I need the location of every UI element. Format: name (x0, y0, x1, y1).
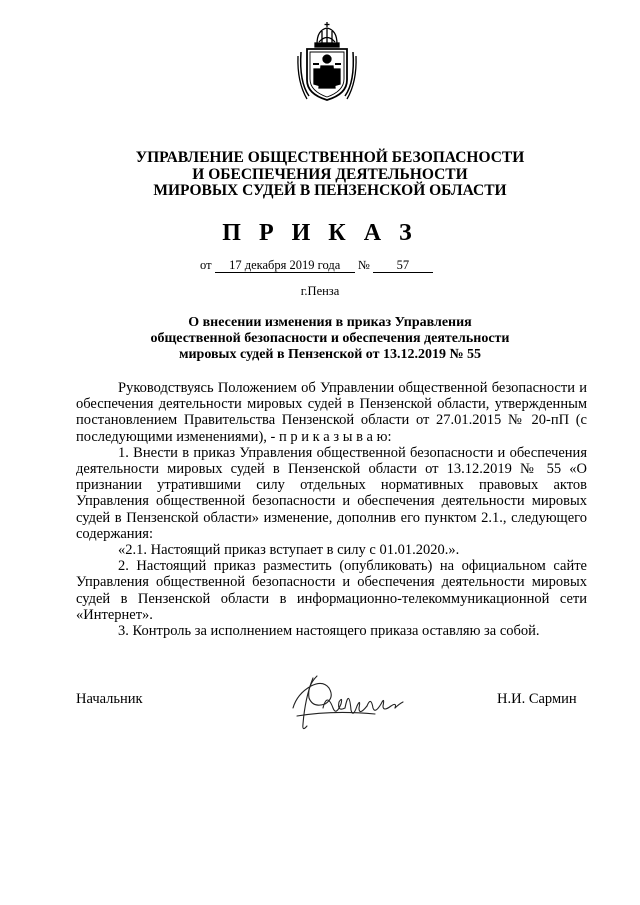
handwritten-signature-icon (283, 668, 413, 734)
signatory-position: Начальник (76, 691, 143, 707)
city: г.Пенза (300, 284, 340, 298)
clause-1-quote: «2.1. Настоящий приказ вступает в силу с 01.01.2020.». (118, 542, 460, 559)
order-date: 17 декабря 2019 года (215, 258, 355, 273)
document-title: П Р И К А З (222, 220, 418, 246)
number-prefix: № (357, 258, 370, 272)
signatory-name: Н.И. Сармин (497, 691, 577, 707)
order-number: 57 (373, 258, 433, 273)
subject-line2: общественной безопасности и обеспечения деятельности (150, 331, 510, 346)
order-subject (100, 315, 560, 363)
agency-name (60, 150, 600, 200)
agency-name-line1: УПРАВЛЕНИЕ ОБЩЕСТВЕННОЙ БЕЗОПАСНОСТИ (135, 149, 525, 166)
subject-line1: О внесении изменения в приказ Управления (188, 315, 472, 330)
subject-line3: мировых судей в Пензенской от 13.12.2019 № 55 (178, 347, 482, 362)
dateline (200, 258, 433, 273)
agency-name-line3: МИРОВЫХ СУДЕЙ В ПЕНЗЕНСКОЙ ОБЛАСТИ (153, 182, 507, 199)
date-prefix: от (200, 258, 212, 272)
clause-1: 1. Внести в приказ Управления общественной безопасности и обеспечения деятельности мировых судей в Пензенской области от 13.12.2019 № 55 «О признании утратившими силу отдельных нормативных правовых актов Управления общественной безопасности и обеспечения деятельности мировых судей в Пензенской области» изменение, дополнив его пунктом 2.1., следующего содержания: (76, 444, 587, 542)
preamble-paragraph: Руководствуясь Положением об Управлении общественной безопасности и обеспечения деятельности мировых судей в Пензенской области, утвержденным постановлением Правительства Пензенской области от 27.01.2015 № 20-пП (с последующими изменениями), - п р и к а з ы в а ю: (76, 380, 587, 445)
clause-2: 2. Настоящий приказ разместить (опубликовать) на официальном сайте Управления общественной безопасности и обеспечения деятельности мировых судей в Пензенской области в информационно-телекоммуникационной сети «Интернет». (76, 558, 587, 623)
agency-name-line2: И ОБЕСПЕЧЕНИЯ ДЕЯТЕЛЬНОСТИ (192, 165, 468, 183)
clause-3: 3. Контроль за исполнением настоящего приказа оставляю за собой. (118, 623, 540, 640)
order-body (76, 380, 587, 639)
coat-of-arms-icon (295, 22, 359, 104)
